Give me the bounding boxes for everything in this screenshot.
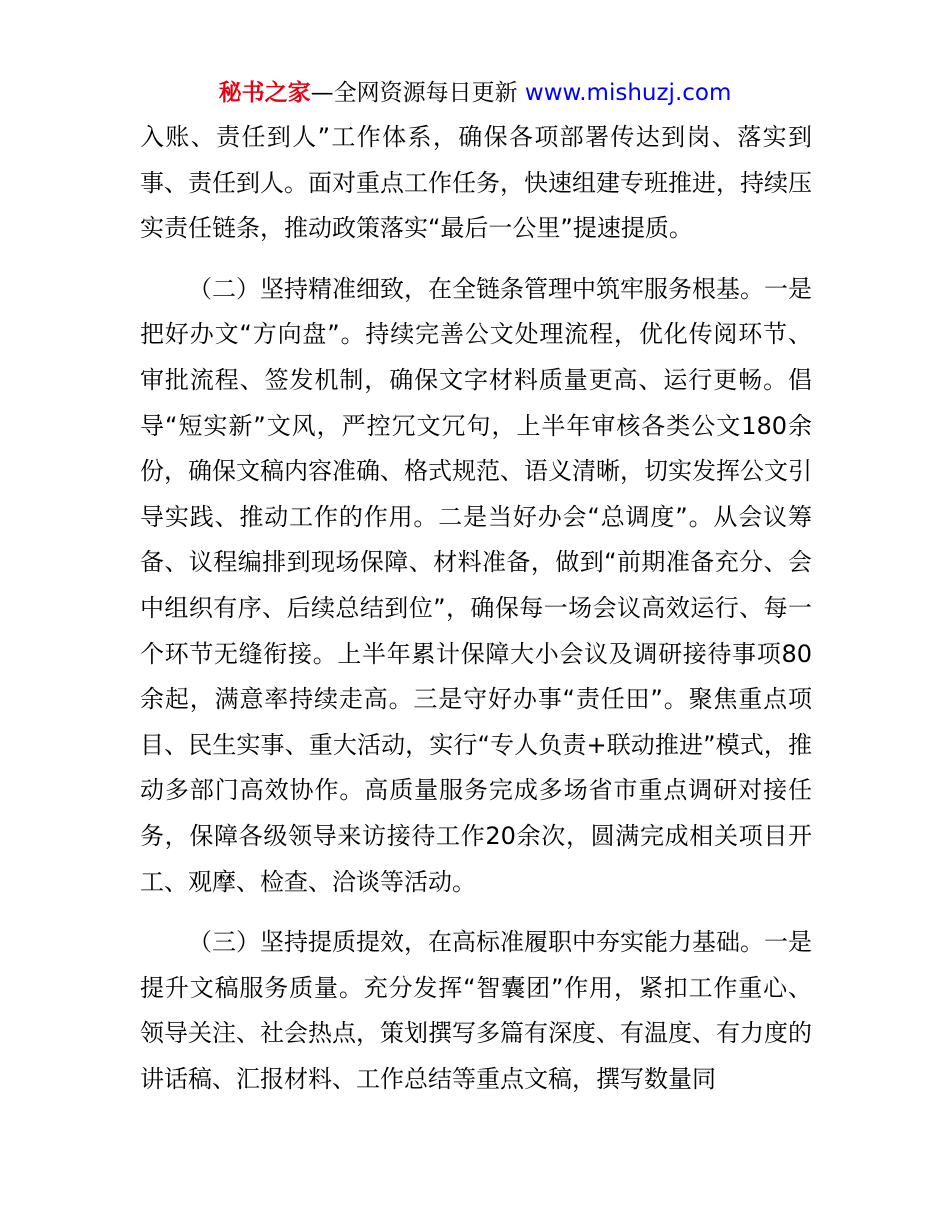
site-brand: 秘书之家 bbox=[218, 80, 311, 106]
paragraph-continuation: 入账、责任到人”工作体系，确保各项部署传达到岗、落实到事、责任到人。面对重点工作任务，快速组建专班推进，持续压实责任链条，推动政策落实“最后一公里”提速提质。 bbox=[140, 123, 812, 243]
site-tagline: —全网资源每日更新 bbox=[310, 80, 525, 106]
paragraph-section-three: （三）坚持提质提效，在高标准履职中夯实能力基础。一是提升文稿服务质量。充分发挥“智囊团”作用，紧扣工作重心、领导关注、社会热点，策划撰写多篇有深度、有温度、有力度的讲话稿、汇报材料、工作总结等重点文稿，撰写数量同 bbox=[140, 928, 812, 1093]
site-header bbox=[0, 77, 950, 109]
site-url-link[interactable]: www.mishuzj.com bbox=[524, 80, 732, 106]
document-body bbox=[140, 115, 812, 1102]
paragraph-section-two: （二）坚持精准细致，在全链条管理中筑牢服务根基。一是把好办文“方向盘”。持续完善公文处理流程，优化传阅环节、审批流程、签发机制，确保文字材料质量更高、运行更畅。倡导“短实新”文风，严控冗文冗句，上半年审核各类公文180余份，确保文稿内容准确、格式规范、语义清晰，切实发挥公文引导实践、推动工作的作用。二是当好办会“总调度”。从会议筹备、议程编排到现场保障、材料准备，做到“前期准备充分、会中组织有序、后续总结到位”，确保每一场会议高效运行、每一个环节无缝衔接。上半年累计保障大小会议及调研接待事项80余起，满意率持续走高。三是守好办事“责任田”。聚焦重点项目、民生实事、重大活动，实行“专人负责+联动推进”模式，推动多部门高效协作。高质量服务完成多场省市重点调研对接任务，保障各级领导来访接待工作20余次，圆满完成相关项目开工、观摩、检查、洽谈等活动。 bbox=[140, 274, 812, 896]
